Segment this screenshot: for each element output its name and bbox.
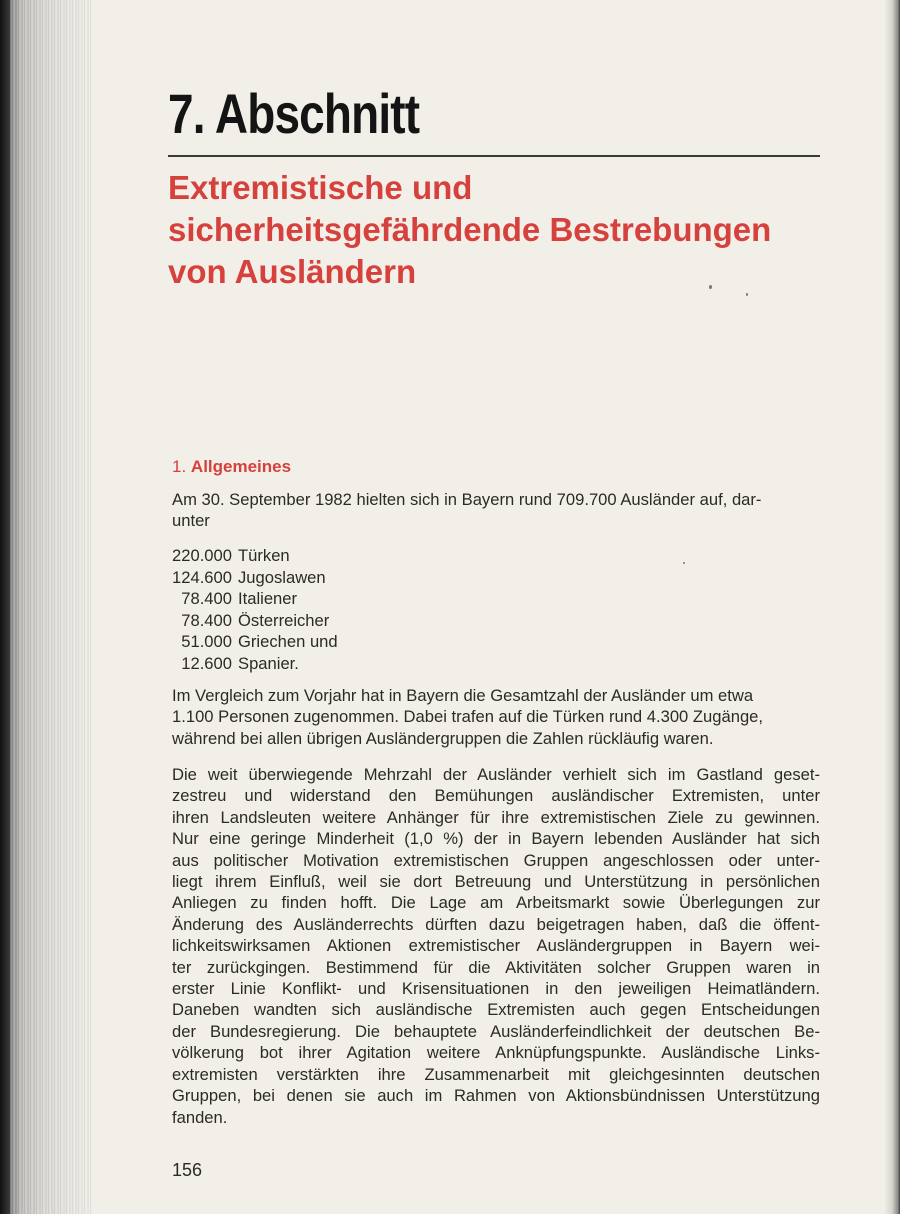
text-line: ihren Landsleuten weitere Anhänger für ihre extremistischen Ziele zu gewinnen. xyxy=(172,807,820,827)
list-item xyxy=(172,653,338,675)
list-item-name: Spanier. xyxy=(238,653,299,673)
text-line: Gruppen, bei denen sie auch im Rahmen von Aktionsbündnissen Unterstützung xyxy=(172,1086,820,1106)
list-item-count: 124.600 xyxy=(172,567,232,587)
intro-paragraph xyxy=(172,489,820,532)
text-line: während bei allen übrigen Ausländergruppen die Zahlen rückläufig waren. xyxy=(172,728,714,748)
subsection-number: 1. xyxy=(172,457,187,476)
subsection-title: Allgemeines xyxy=(190,457,292,476)
list-item-name: Türken xyxy=(238,546,290,565)
list-item-count: 78.400 xyxy=(181,589,232,609)
list-item-count: 12.600 xyxy=(181,653,232,673)
print-speck xyxy=(683,562,685,564)
text-line: Nur eine geringe Minderheit (1,0 %) der in Bayern lebenden Ausländer hat sich xyxy=(172,829,820,849)
comparison-paragraph xyxy=(172,685,820,749)
heading-rule xyxy=(168,155,820,157)
text-line: völkerung bot ihrer Agitation weitere Anknüpfungspunkte. Ausländische Links- xyxy=(172,1043,820,1063)
list-item xyxy=(172,545,338,567)
text-line: Daneben wandten sich ausländische Extremisten auch gegen Entscheidungen xyxy=(172,1000,820,1020)
list-item-name: Jugoslawen xyxy=(238,567,326,587)
book-gutter-shadow xyxy=(0,0,92,1214)
text-line: lichkeitswirksamen Aktionen extremistischer Ausländergruppen in Bayern wei- xyxy=(172,936,820,956)
list-item-name: Italiener xyxy=(238,589,298,609)
text-line: 1.100 Personen zugenommen. Dabei trafen auf die Türken rund 4.300 Zugänge, xyxy=(172,707,764,727)
print-speck xyxy=(709,285,712,289)
text-line: fanden. xyxy=(172,1107,228,1127)
list-item-count: 78.400 xyxy=(181,610,232,630)
page-right-edge xyxy=(884,0,900,1214)
text-line: unter xyxy=(172,511,210,531)
main-paragraph xyxy=(172,764,820,1128)
chapter-title-line: sicherheitsgefährdende Bestrebungen xyxy=(168,211,772,248)
chapter-title-line: von Ausländern xyxy=(168,253,417,290)
text-line: Am 30. September 1982 hielten sich in Bayern rund 709.700 Ausländer auf, dar- xyxy=(172,490,762,509)
list-item-name: Griechen und xyxy=(238,632,338,652)
text-line: Anliegen zu finden hofft. Die Lage am Arbeitsmarkt sowie Überlegungen zur xyxy=(172,893,820,913)
page-number: 156 xyxy=(172,1160,203,1180)
text-line: Die weit überwiegende Mehrzahl der Ausländer verhielt sich im Gastland geset- xyxy=(172,765,820,784)
binding-edge xyxy=(0,0,10,1214)
subsection-heading xyxy=(172,455,291,479)
list-item xyxy=(172,610,338,632)
text-line: ter zurückgingen. Bestimmend für die Aktivitäten solcher Gruppen waren in xyxy=(172,957,820,977)
list-item xyxy=(172,588,338,610)
text-line: der Bundesregierung. Die behauptete Ausländerfeindlichkeit der deutschen Be- xyxy=(172,1021,820,1041)
text-line: Änderung des Ausländerrechts dürften dazu beigetragen haben, daß die öffent- xyxy=(172,914,820,934)
text-line: extremisten verstärkten ihre Zusammenarbeit mit gleichgesinnten deutschen xyxy=(172,1064,820,1084)
text-line: zestreu und widerstand den Bemühungen ausländischer Extremisten, unter xyxy=(172,786,820,806)
list-item-count: 51.000 xyxy=(181,632,232,652)
list-item xyxy=(172,567,338,589)
text-line: Im Vergleich zum Vorjahr hat in Bayern die Gesamtzahl der Ausländer um etwa xyxy=(172,686,754,705)
print-speck xyxy=(746,293,748,296)
text-line: aus politischer Motivation extremistischen Gruppen angeschlossen oder unter- xyxy=(172,850,820,870)
list-item xyxy=(172,631,338,653)
text-line: liegt ihrem Einfluß, weil sie dort Betreuung und Unterstützung in persönlichen xyxy=(172,872,820,892)
section-heading: 7. Abschnitt xyxy=(168,82,420,145)
nationalities-list xyxy=(172,545,338,675)
list-item-name: Österreicher xyxy=(238,610,330,630)
chapter-title xyxy=(168,167,858,293)
chapter-title-line: Extremistische und xyxy=(168,169,473,206)
list-item-count: 220.000 xyxy=(172,546,232,565)
text-line: erster Linie Konflikt- und Krisensituationen in den jeweiligen Heimatländern. xyxy=(172,979,820,999)
